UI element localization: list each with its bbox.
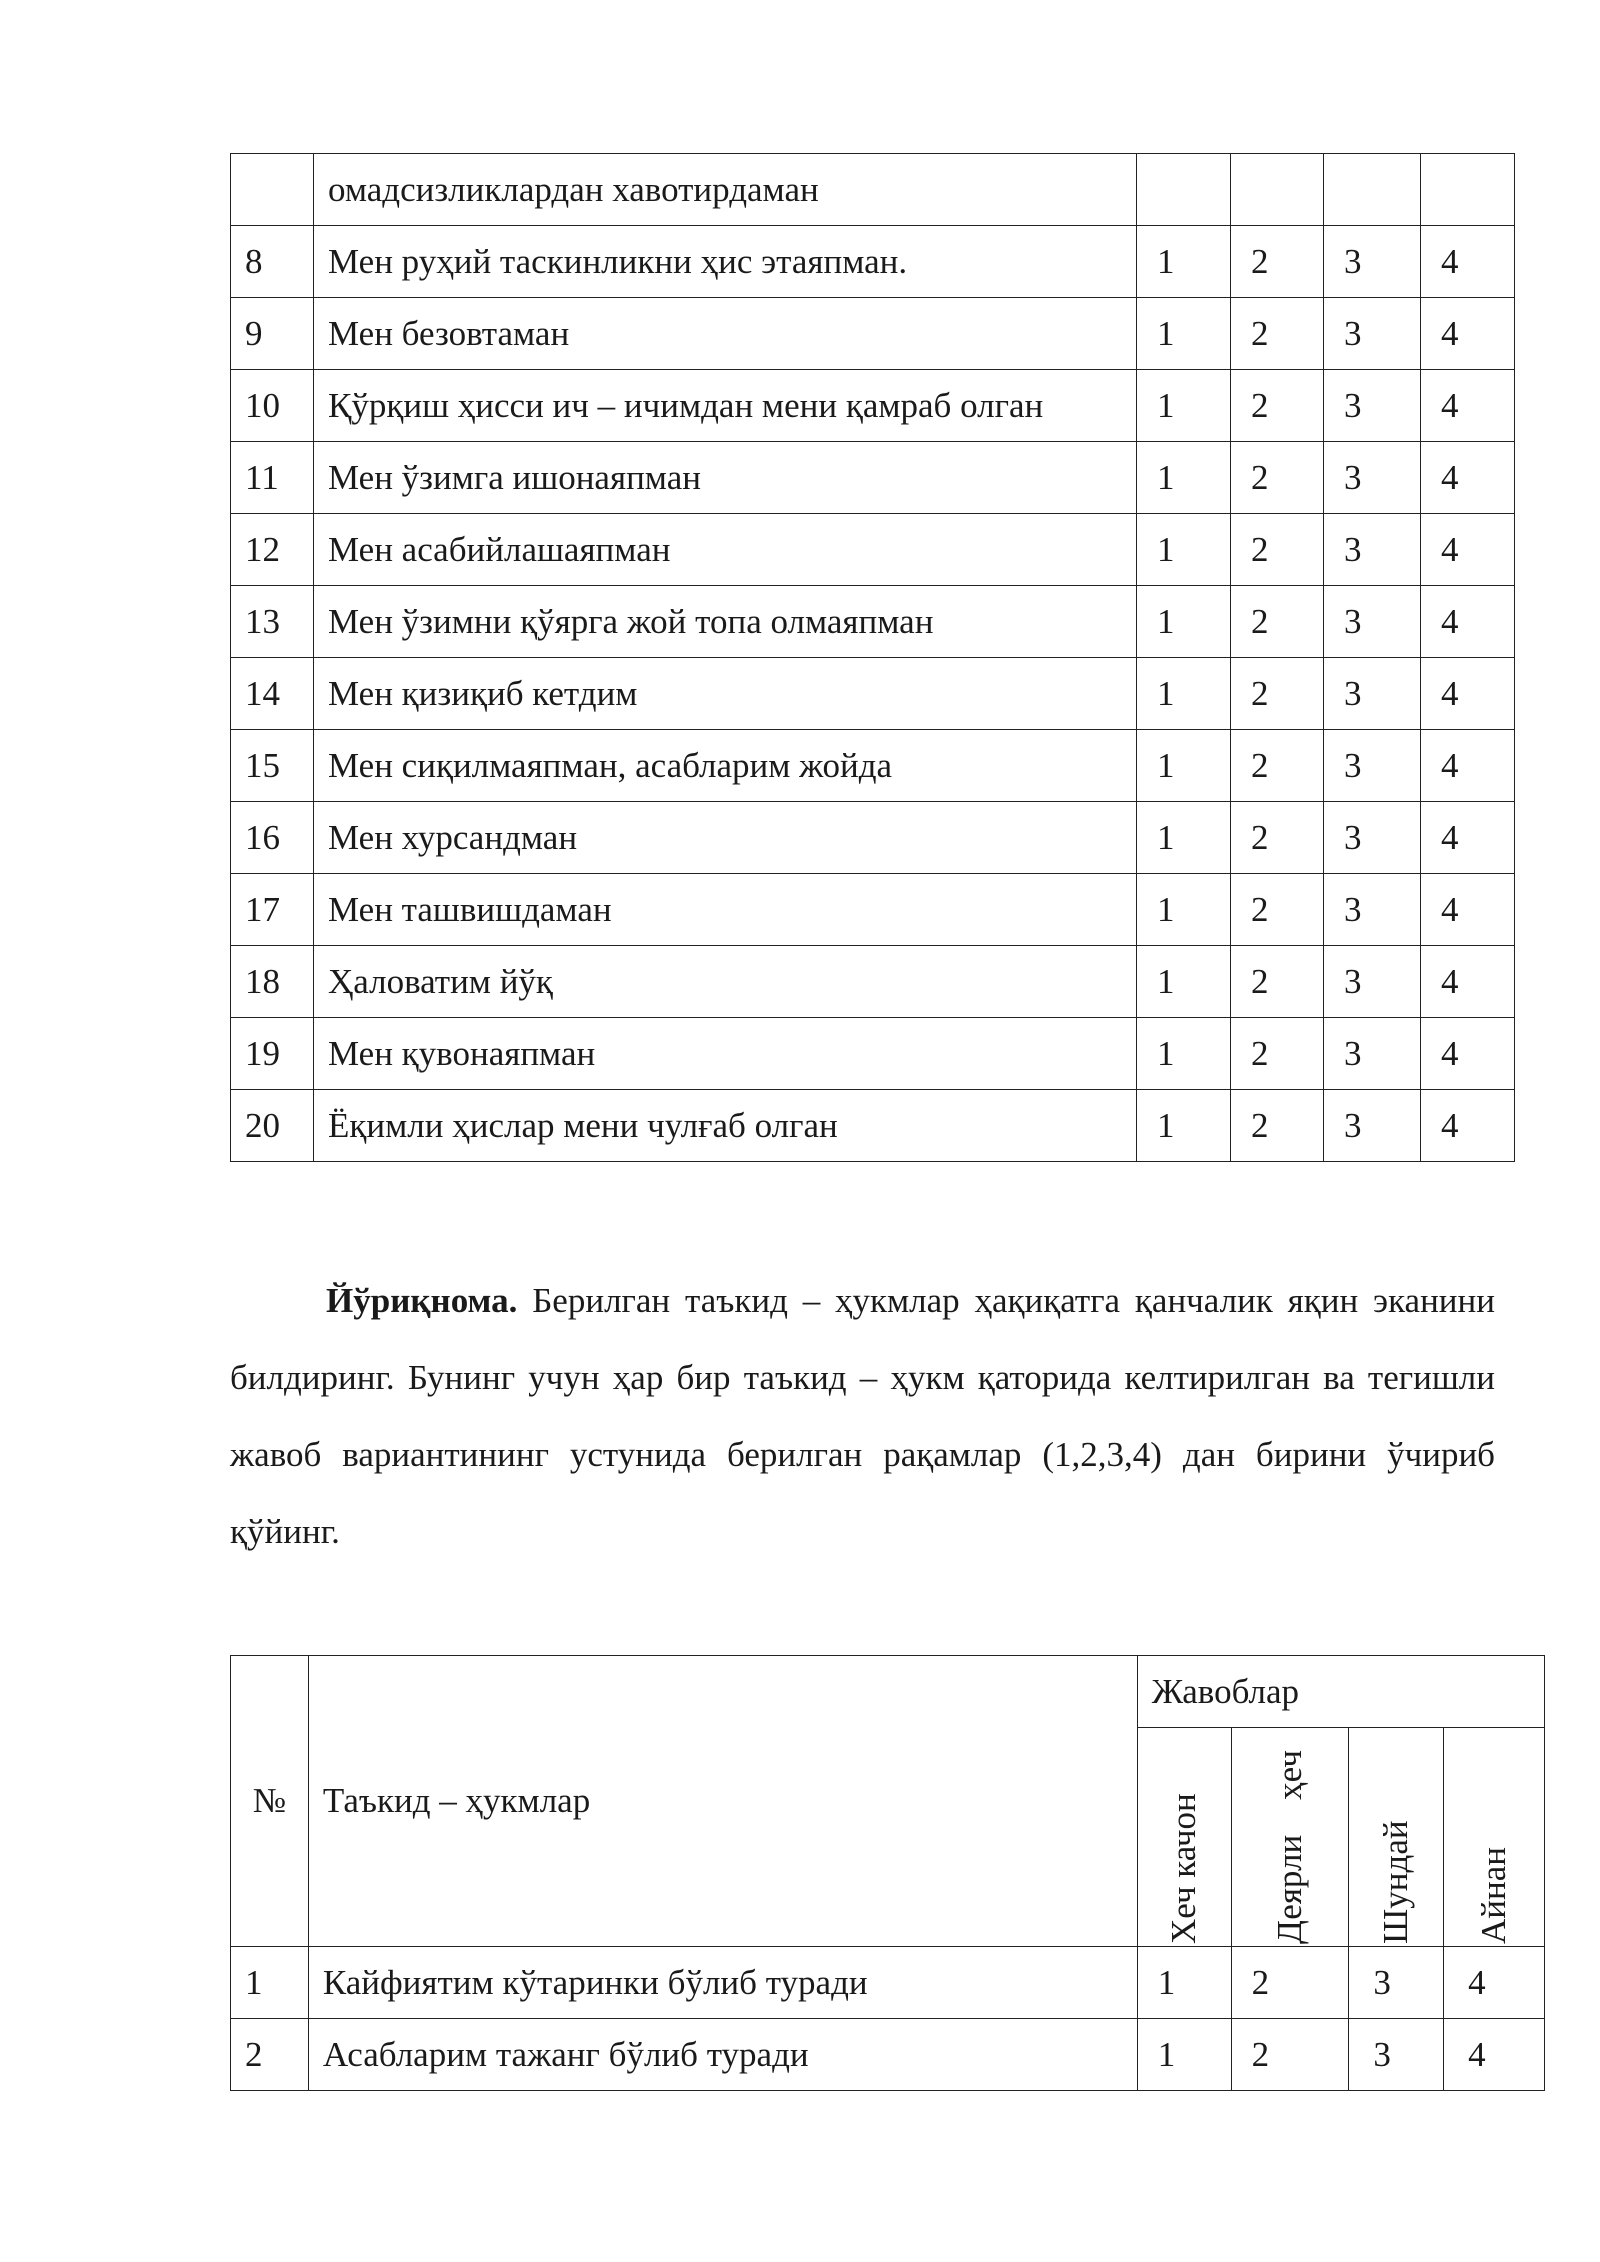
option-value[interactable]: 3 xyxy=(1324,946,1421,1018)
option-value[interactable]: 1 xyxy=(1137,514,1231,586)
row-number: 12 xyxy=(231,514,314,586)
option-header-never xyxy=(1137,1728,1231,1947)
row-number: 16 xyxy=(231,802,314,874)
row-number: 19 xyxy=(231,1018,314,1090)
option-value[interactable]: 1 xyxy=(1137,730,1231,802)
option-value[interactable]: 1 xyxy=(1137,802,1231,874)
option-value[interactable]: 1 xyxy=(1137,1018,1231,1090)
option-value[interactable]: 4 xyxy=(1444,2019,1545,2091)
row-number: 15 xyxy=(231,730,314,802)
table-row xyxy=(231,442,1515,514)
option-value[interactable]: 1 xyxy=(1137,370,1231,442)
table-row xyxy=(231,802,1515,874)
option-value[interactable]: 1 xyxy=(1137,442,1231,514)
option-value[interactable]: 4 xyxy=(1421,226,1515,298)
option-value[interactable]: 3 xyxy=(1324,442,1421,514)
option-value[interactable]: 4 xyxy=(1421,370,1515,442)
option-value[interactable]: 4 xyxy=(1421,1018,1515,1090)
option-value[interactable]: 2 xyxy=(1231,226,1324,298)
option-value[interactable]: 2 xyxy=(1231,874,1324,946)
option-value[interactable]: 4 xyxy=(1444,1947,1545,2019)
option-value[interactable]: 2 xyxy=(1231,802,1324,874)
table-row xyxy=(231,874,1515,946)
instruction-title: Йўриқнома. xyxy=(326,1281,518,1320)
statement-text: Мен ўзимни қўярга жой топа олмаяпман xyxy=(314,586,1137,658)
row-number: 13 xyxy=(231,586,314,658)
statement-text: Мен қувонаяпман xyxy=(314,1018,1137,1090)
option-value[interactable]: 2 xyxy=(1231,514,1324,586)
option-value[interactable]: 4 xyxy=(1421,658,1515,730)
row-number: 20 xyxy=(231,1090,314,1162)
questionnaire-table xyxy=(230,1655,1545,2091)
option-value[interactable]: 4 xyxy=(1421,874,1515,946)
option-value[interactable]: 3 xyxy=(1349,1947,1444,2019)
option-header-label: Шундай xyxy=(1376,1820,1416,1944)
option-value[interactable]: 1 xyxy=(1137,586,1231,658)
option-header-label: Айнан xyxy=(1474,1846,1514,1944)
option-header-label: Хеч качон xyxy=(1164,1793,1204,1944)
statement-text: Кайфиятим кўтаринки бўлиб туради xyxy=(308,1947,1137,2019)
statement-text: Мен ўзимга ишонаяпман xyxy=(314,442,1137,514)
option-value[interactable]: 2 xyxy=(1231,442,1324,514)
option-header-exactly xyxy=(1444,1728,1545,1947)
option-value[interactable]: 4 xyxy=(1421,298,1515,370)
option-value[interactable]: 2 xyxy=(1231,1947,1349,2019)
statement-text: Қўрқиш ҳисси ич – ичимдан мени қамраб олган xyxy=(314,370,1137,442)
option-cell xyxy=(1421,154,1515,226)
option-value[interactable]: 2 xyxy=(1231,658,1324,730)
option-value[interactable]: 3 xyxy=(1324,1018,1421,1090)
answers-column-header: Жавоблар xyxy=(1137,1656,1544,1728)
option-value[interactable]: 2 xyxy=(1231,298,1324,370)
table-row xyxy=(231,370,1515,442)
instruction-body: Берилган таъкид – ҳукмлар ҳақиқатга қанчалик яқин эканини билдиринг. Бунинг учун ҳар бир таъкид – ҳукм қаторида келтирилган ва тегишли жавоб вариантининг устунида берилган рақамлар (1,2,3,4) дан бирини ўчириб қўйинг. xyxy=(230,1281,1495,1551)
option-value[interactable]: 1 xyxy=(1137,1947,1231,2019)
row-number xyxy=(231,154,314,226)
statement-text: Мен безовтаман xyxy=(314,298,1137,370)
table-row xyxy=(231,154,1515,226)
row-number: 1 xyxy=(231,1947,309,2019)
option-cell xyxy=(1137,154,1231,226)
option-cell xyxy=(1324,154,1421,226)
option-value[interactable]: 2 xyxy=(1231,946,1324,1018)
option-value[interactable]: 2 xyxy=(1231,1018,1324,1090)
statement-text: Мен қизиқиб кетдим xyxy=(314,658,1137,730)
statement-text: омадсизликлардан хавотирдаман xyxy=(314,154,1137,226)
option-value[interactable]: 4 xyxy=(1421,946,1515,1018)
option-value[interactable]: 3 xyxy=(1324,1090,1421,1162)
number-column-header: № xyxy=(231,1656,309,1947)
statement-text: Асабларим тажанг бўлиб туради xyxy=(308,2019,1137,2091)
option-value[interactable]: 3 xyxy=(1324,658,1421,730)
statement-text: Мен хурсандман xyxy=(314,802,1137,874)
option-value[interactable]: 3 xyxy=(1324,802,1421,874)
option-value[interactable]: 1 xyxy=(1137,658,1231,730)
option-value[interactable]: 3 xyxy=(1324,370,1421,442)
option-value[interactable]: 3 xyxy=(1349,2019,1444,2091)
row-number: 17 xyxy=(231,874,314,946)
header-row xyxy=(231,1656,1545,1728)
table-row xyxy=(231,514,1515,586)
row-number: 14 xyxy=(231,658,314,730)
option-cell xyxy=(1231,154,1324,226)
table-row xyxy=(231,226,1515,298)
option-value[interactable]: 3 xyxy=(1324,874,1421,946)
row-number: 9 xyxy=(231,298,314,370)
table-row xyxy=(231,730,1515,802)
row-number: 8 xyxy=(231,226,314,298)
table-row xyxy=(231,1018,1515,1090)
option-value[interactable]: 1 xyxy=(1137,2019,1231,2091)
table-row xyxy=(231,2019,1545,2091)
table-row xyxy=(231,658,1515,730)
row-number: 2 xyxy=(231,2019,309,2091)
row-number: 10 xyxy=(231,370,314,442)
option-value[interactable]: 3 xyxy=(1324,514,1421,586)
table-row xyxy=(231,586,1515,658)
statement-text: Ёқимли ҳислар мени чулғаб олган xyxy=(314,1090,1137,1162)
instruction-paragraph xyxy=(230,1262,1495,1570)
option-value[interactable]: 2 xyxy=(1231,370,1324,442)
table-row xyxy=(231,1090,1515,1162)
option-value[interactable]: 1 xyxy=(1137,298,1231,370)
option-value[interactable]: 4 xyxy=(1421,802,1515,874)
option-value[interactable]: 3 xyxy=(1324,226,1421,298)
option-value[interactable]: 2 xyxy=(1231,586,1324,658)
statement-text: Мен асабийлашаяпман xyxy=(314,514,1137,586)
statement-text: Мен ташвишдаман xyxy=(314,874,1137,946)
statement-column-header: Таъкид – ҳукмлар xyxy=(308,1656,1137,1947)
option-header-almost-never xyxy=(1231,1728,1349,1947)
option-value[interactable]: 4 xyxy=(1421,514,1515,586)
option-value[interactable]: 2 xyxy=(1231,1090,1324,1162)
option-value[interactable]: 3 xyxy=(1324,586,1421,658)
statement-text: Мен руҳий таскинликни ҳис этаяпман. xyxy=(314,226,1137,298)
table-row xyxy=(231,1947,1545,2019)
option-value[interactable]: 1 xyxy=(1137,1090,1231,1162)
option-value[interactable]: 1 xyxy=(1137,874,1231,946)
option-value[interactable]: 1 xyxy=(1137,946,1231,1018)
option-header-sometimes xyxy=(1349,1728,1444,1947)
option-value[interactable]: 4 xyxy=(1421,1090,1515,1162)
row-number: 18 xyxy=(231,946,314,1018)
option-value[interactable]: 3 xyxy=(1324,298,1421,370)
option-value[interactable]: 1 xyxy=(1137,226,1231,298)
row-number: 11 xyxy=(231,442,314,514)
table-row xyxy=(231,298,1515,370)
option-value[interactable]: 4 xyxy=(1421,586,1515,658)
statement-text: Ҳаловатим йўқ xyxy=(314,946,1137,1018)
option-header-label: Деярли ҳеч xyxy=(1269,1750,1309,1944)
questionnaire-table-continued xyxy=(230,153,1515,1162)
option-value[interactable]: 4 xyxy=(1421,442,1515,514)
option-value[interactable]: 2 xyxy=(1231,2019,1349,2091)
option-value[interactable]: 2 xyxy=(1231,730,1324,802)
option-value[interactable]: 4 xyxy=(1421,730,1515,802)
table-row xyxy=(231,946,1515,1018)
statement-text: Мен сиқилмаяпман, асабларим жойда xyxy=(314,730,1137,802)
option-value[interactable]: 3 xyxy=(1324,730,1421,802)
